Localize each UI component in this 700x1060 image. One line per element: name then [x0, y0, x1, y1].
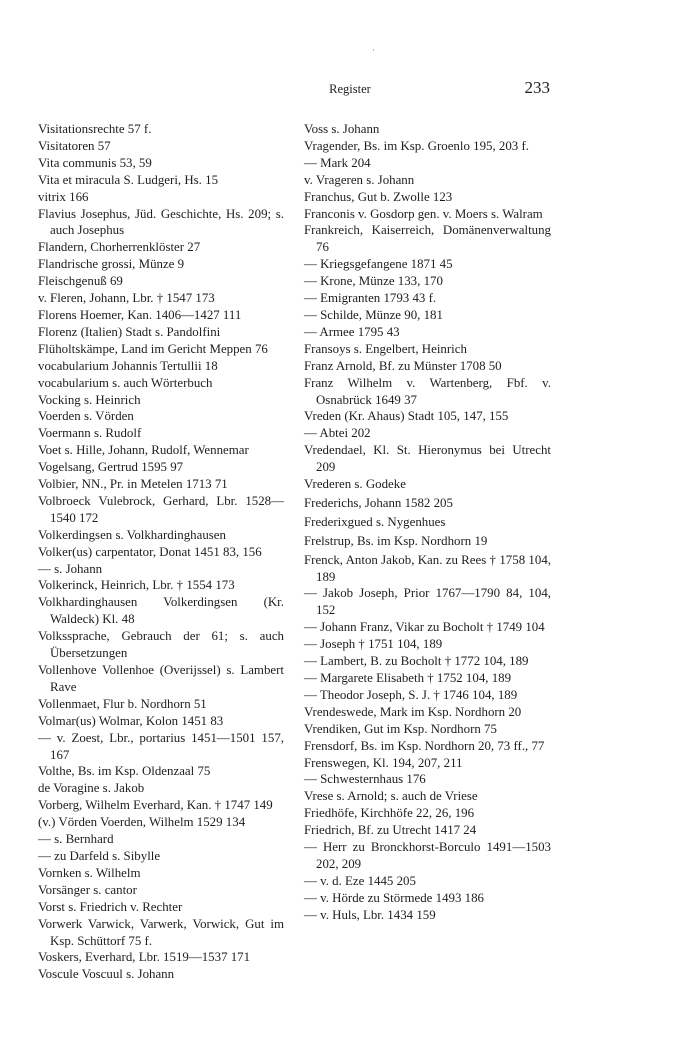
- index-entry: (v.) Vörden Voerden, Wilhelm 1529 134: [38, 815, 246, 830]
- index-entry: — Herr zu Bronckhorst-Borculo 1491—1503 202, 209: [304, 840, 551, 871]
- index-entry: v. Fleren, Johann, Lbr. † 1547 173: [38, 291, 215, 306]
- index-entry: Volkerdingsen s. Volkhardinghausen: [38, 527, 226, 542]
- index-entry: vitrix 166: [38, 189, 89, 204]
- index-entry: Vita communis 53, 59: [38, 155, 152, 170]
- index-entry: Franz Wilhelm v. Wartenberg, Fbf. v. Osnabrück 1649 37: [304, 375, 551, 407]
- index-entry: Vorst s. Friedrich v. Rechter: [38, 899, 183, 914]
- index-entry: Vrese s. Arnold; s. auch de Vriese: [304, 789, 478, 804]
- index-entry: — Abtei 202: [304, 426, 371, 441]
- index-entry: Fleischgenuß 69: [38, 274, 123, 289]
- index-entry: Volkerinck, Heinrich, Lbr. † 1554 173: [38, 578, 235, 593]
- index-entry: Voss s. Johann: [304, 122, 380, 136]
- index-entry: Fransoys s. Engelbert, Heinrich: [304, 341, 467, 356]
- index-entry: — Emigranten 1793 43 f.: [304, 291, 437, 306]
- index-entry: — Johann Franz, Vikar zu Bocholt † 1749 104: [304, 620, 545, 635]
- index-entry: Visitationsrechte 57 f.: [38, 122, 152, 136]
- index-entry: Voscule Voscuul s. Johann: [38, 967, 175, 982]
- index-entry: Vita et miracula S. Ludgeri, Hs. 15: [38, 172, 219, 187]
- index-entry: Vollenhove Vollenhoe (Overijssel) s. Lambert Rave: [38, 663, 284, 694]
- index-entry: Flüholtskämpe, Land im Gericht Meppen 76: [38, 341, 268, 356]
- index-entry: Florens Hoemer, Kan. 1406—1427 111: [38, 307, 242, 322]
- index-entry: Vrederen s. Godeke: [304, 477, 406, 492]
- index-entry: Volkhardinghausen Volkerdingsen (Kr. Waldeck) Kl. 48: [38, 595, 284, 627]
- index-entry: Florenz (Italien) Stadt s. Pandolfini: [38, 324, 221, 339]
- index-entry: de Voragine s. Jakob: [38, 781, 145, 796]
- index-entry: Vredendael, Kl. St. Hieronymus bei Utrecht 209: [304, 443, 551, 475]
- index-column-left: [38, 121, 284, 983]
- index-entry: Voskers, Everhard, Lbr. 1519—1537 171: [38, 950, 251, 965]
- scan-mark: [373, 49, 374, 51]
- index-column-right: [304, 121, 551, 924]
- index-entry: Flavius Josephus, Jüd. Geschichte, Hs. 209; s. auch Josephus: [38, 206, 284, 238]
- index-entry: Volbier, NN., Pr. in Metelen 1713 71: [38, 477, 228, 492]
- index-entry: Vorsänger s. cantor: [38, 882, 137, 897]
- index-entry: Flandern, Chorherrenklöster 27: [38, 240, 201, 255]
- index-entry: — Krone, Münze 133, 170: [304, 274, 443, 289]
- index-entry: Frederixgued s. Nygenhues: [304, 514, 446, 529]
- index-entry: Frenswegen, Kl. 194, 207, 211: [304, 755, 463, 770]
- index-entry: Volmar(us) Wolmar, Kolon 1451 83: [38, 713, 224, 728]
- index-entry: Friedhöfe, Kirchhöfe 22, 26, 196: [304, 806, 475, 821]
- index-entry: Frankreich, Kaiserreich, Domänenverwaltung 76: [304, 223, 551, 255]
- index-entry: — Armee 1795 43: [304, 324, 400, 339]
- index-entry: Vragender, Bs. im Ksp. Groenlo 195, 203 f.: [304, 138, 529, 153]
- index-entry: — Kriegsgefangene 1871 45: [304, 257, 453, 272]
- index-entry: Visitatoren 57: [38, 138, 111, 153]
- index-entry: — v. Zoest, Lbr., portarius 1451—1501 157, 167: [38, 730, 284, 762]
- index-entry: Franchus, Gut b. Zwolle 123: [304, 189, 453, 204]
- index-entry: Vorwerk Varwick, Varwerk, Vorwick, Gut im Ksp. Schüttorf 75 f.: [38, 916, 284, 948]
- index-entry: Frenck, Anton Jakob, Kan. zu Rees † 1758 104, 189: [304, 552, 551, 584]
- index-entry: Franconis v. Gosdorp gen. v. Moers s. Walram: [304, 206, 543, 221]
- index-entry: Voet s. Hille, Johann, Rudolf, Wennemar: [38, 443, 249, 458]
- index-entry: — v. Hörde zu Störmede 1493 186: [304, 890, 484, 905]
- index-entry: — zu Darfeld s. Sibylle: [38, 848, 161, 863]
- index-entry: Vorberg, Wilhelm Everhard, Kan. † 1747 149: [38, 798, 273, 813]
- index-entry: Franz Arnold, Bf. zu Münster 1708 50: [304, 358, 502, 373]
- index-entry: — Schilde, Münze 90, 181: [304, 307, 443, 322]
- index-entry: Volker(us) carpentator, Donat 1451 83, 156: [38, 544, 262, 559]
- index-entry: Voermann s. Rudolf: [38, 426, 142, 441]
- index-entry: Friedrich, Bf. zu Utrecht 1417 24: [304, 823, 477, 838]
- index-entry: Volkssprache, Gebrauch der 61; s. auch Übersetzungen: [38, 629, 284, 661]
- index-entry: Flandrische grossi, Münze 9: [38, 257, 185, 272]
- index-entry: Vrendeswede, Mark im Ksp. Nordhorn 20: [304, 704, 522, 719]
- index-entry: Frelstrup, Bs. im Ksp. Nordhorn 19: [304, 533, 488, 548]
- index-entry: Vrendiken, Gut im Ksp. Nordhorn 75: [304, 721, 497, 736]
- index-entry: Vollenmaet, Flur b. Nordhorn 51: [38, 696, 207, 711]
- index-entry: Vornken s. Wilhelm: [38, 865, 141, 880]
- index-entry: — Schwesternhaus 176: [304, 772, 426, 787]
- index-entry: — Margarete Elisabeth † 1752 104, 189: [304, 671, 512, 685]
- index-entry: — Joseph † 1751 104, 189: [304, 637, 443, 652]
- index-entry: Vocking s. Heinrich: [38, 392, 141, 407]
- index-entry: v. Vrageren s. Johann: [304, 172, 415, 187]
- index-entry: Frensdorf, Bs. im Ksp. Nordhorn 20, 73 ff., 77: [304, 738, 545, 753]
- index-entry: Voerden s. Vörden: [38, 409, 134, 424]
- index-entry: — Theodor Joseph, S. J. † 1746 104, 189: [304, 687, 518, 702]
- index-entry: — s. Johann: [38, 561, 103, 576]
- page-number: 233: [524, 78, 550, 97]
- index-entry: — Jakob Joseph, Prior 1767—1790 84, 104, 152: [304, 586, 551, 618]
- index-entry: Frederichs, Johann 1582 205: [304, 495, 453, 510]
- index-entry: Vreden (Kr. Ahaus) Stadt 105, 147, 155: [304, 409, 509, 424]
- index-entry: vocabularium s. auch Wörterbuch: [38, 375, 213, 390]
- index-entry: Volbroeck Vulebrock, Gerhard, Lbr. 1528—1540 172: [38, 493, 284, 525]
- index-entry: — Lambert, B. zu Bocholt † 1772 104, 189: [304, 654, 529, 669]
- index-entry: — Mark 204: [304, 155, 371, 170]
- index-entry: vocabularium Johannis Tertullii 18: [38, 358, 218, 373]
- page-header-title: Register: [329, 82, 371, 96]
- index-entry: — s. Bernhard: [38, 832, 114, 847]
- index-entry: — v. d. Eze 1445 205: [304, 873, 416, 888]
- index-entry: Vogelsang, Gertrud 1595 97: [38, 460, 184, 475]
- index-entry: — v. Huls, Lbr. 1434 159: [304, 907, 436, 922]
- index-entry: Volthe, Bs. im Ksp. Oldenzaal 75: [38, 764, 211, 779]
